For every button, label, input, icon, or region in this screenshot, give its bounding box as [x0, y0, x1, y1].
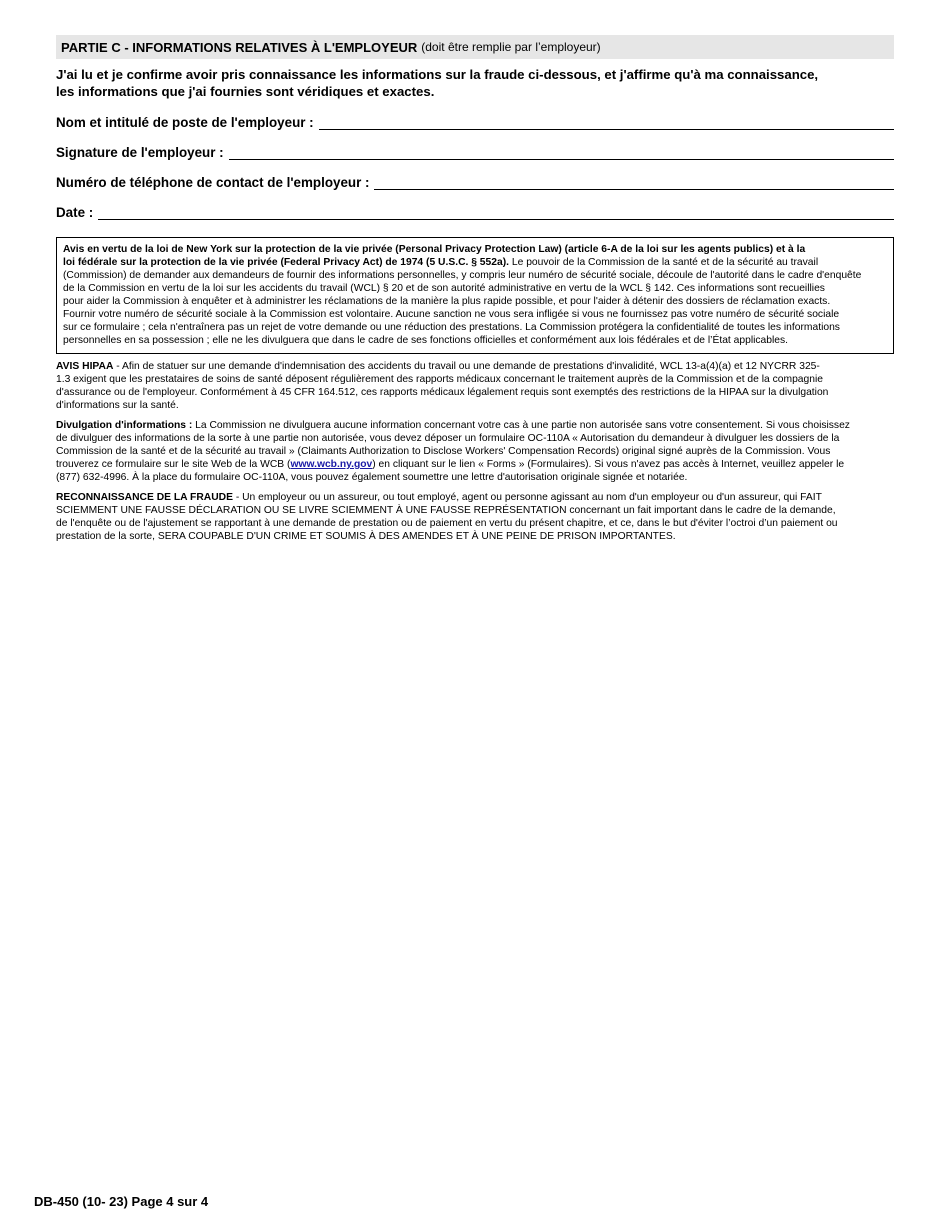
date-line[interactable]	[98, 205, 894, 220]
employer-name-title-line[interactable]	[319, 115, 894, 130]
employer-phone-field	[56, 172, 894, 190]
privacy-text: sur ce formulaire ; cela n'entraînera pas un rejet de votre demande ou une réduction des prestations. La Commission protégera la confidentialité de toutes les informations	[63, 322, 840, 333]
section-subtitle: (doit être remplie par l’employeur)	[421, 40, 601, 54]
fraud-label: RECONNAISSANCE DE LA FRAUDE	[56, 492, 233, 503]
privacy-heading: loi fédérale sur la protection de la vie privée (Federal Privacy Act) de 1974 (5 U.S.C. § 552a).	[63, 257, 510, 268]
disclosure-text: Commission de la santé et de la sécurité au travail » (Claimants Authorization to Disclose Workers' Compensation Records) original signé auprès de la Commission. Vous	[56, 446, 831, 457]
form-footer: DB-450 (10- 23) Page 4 sur 4	[34, 1194, 209, 1209]
declaration-line: J'ai lu et je confirme avoir pris connaissance les informations sur la fraude ci-dessous, et j'affirme qu'à ma connaissance,	[56, 67, 819, 82]
hipaa-text: d'assurance ou de l'employeur. Conformément à 45 CFR 164.512, ces rapports médicaux légalement requis sont exemptés des restrictions de la HIPAA sur la divulgation	[56, 387, 829, 398]
employer-name-title-label: Nom et intitulé de poste de l'employeur :	[56, 115, 314, 130]
privacy-heading: Avis en vertu de la loi de New York sur la protection de la vie privée (Personal Privacy Protection Law) (article 6-A de la loi sur les agents publics) et à la	[63, 244, 806, 255]
employer-signature-field	[56, 142, 894, 160]
fraud-text: - Un employeur ou un assureur, ou tout employé, agent ou personne agissant au nom d'un employeur ou d'un assureur, qui FAIT	[232, 492, 822, 503]
employer-phone-label: Numéro de téléphone de contact de l'employeur :	[56, 175, 370, 190]
employer-signature-line[interactable]	[229, 145, 894, 160]
fraud-text: prestation de la sorte, SERA COUPABLE D'UN CRIME ET SOUMIS À DES AMENDES ET À UNE PEINE DE PRISON IMPORTANTES.	[56, 531, 676, 542]
disclosure-text: (877) 632-4996. À la place du formulaire OC-110A, vous pouvez également soumettre une lettre d'autorisation originale signée et notariée.	[56, 472, 688, 483]
wcb-website-link[interactable]: www.wcb.ny.gov	[290, 459, 373, 470]
fraud-text: de l'enquête ou de l'ajustement se rapportant à une demande de prestation ou de paiement en vertu du présent chapitre, et ce, dans le but d'éviter l’octroi d’un paiement ou	[56, 518, 838, 529]
employer-signature-label: Signature de l'employeur :	[56, 145, 224, 160]
hipaa-text: - Afin de statuer sur une demande d'indemnisation des accidents du travail ou une demande de prestations d'invalidité, WCL 13-a(4)(a) et 12 NYCRR 325-	[113, 361, 820, 372]
privacy-text: Le pouvoir de la Commission de la santé et de la sécurité au travail	[511, 257, 819, 268]
privacy-text: (Commission) de demander aux demandeurs de fournir des informations personnelles, y compris leur numéro de sécurité sociale, découle de l'autorité dans le cadre d'enquête	[63, 270, 862, 281]
hipaa-label: AVIS HIPAA	[56, 361, 114, 372]
date-field	[56, 202, 894, 220]
fraud-text: SCIEMMENT UNE FAUSSE DÉCLARATION OU SE LIVRE SCIEMMENT À UNE FAUSSE REPRÉSENTATION concernant un fait important dans le cadre de la demande,	[56, 505, 836, 516]
section-header	[56, 35, 894, 59]
fraud-notice	[56, 491, 894, 543]
disclosure-text: trouverez ce formulaire sur le site Web de la WCB (	[56, 459, 291, 470]
hipaa-text: 1.3 exigent que les prestataires de soins de santé déposent régulièrement des rapports médicaux concernant le traitement auprès de la Commission et de la compagnie	[56, 374, 823, 385]
form-page	[56, 35, 894, 543]
declaration-line: les informations que j'ai fournies sont véridiques et exactes.	[56, 84, 435, 99]
disclosure-label: Divulgation d'informations :	[56, 420, 193, 431]
employer-phone-line[interactable]	[374, 175, 894, 190]
privacy-text: de la Commission en vertu de la loi sur les accidents du travail (WCL) § 20 et de son autorité administrative en vertu de la WCL § 142. Ces informations sont recueillies	[63, 283, 825, 294]
employer-declaration	[56, 66, 894, 100]
hipaa-text: d'informations sur la santé.	[56, 400, 179, 411]
privacy-text: Fournir votre numéro de sécurité sociale à la Commission est volontaire. Aucune sanction ne vous sera infligée si vous ne fournissez pas votre numéro de sécurité sociale	[63, 309, 840, 320]
section-title: PARTIE C - INFORMATIONS RELATIVES À L'EMPLOYEUR	[61, 39, 418, 55]
privacy-text: pour aider la Commission à enquêter et à administrer les réclamations de la manière la plus rapide possible, et pour l'aider à détenir des dossiers de réclamation exacts.	[63, 296, 831, 307]
privacy-text: personnelles en sa possession ; elle ne les divulguera que dans le cadre de ses fonctions officielles et conformément aux lois fédérales et de l’État applicables.	[63, 335, 789, 346]
disclosure-text: La Commission ne divulguera aucune information concernant votre cas à une partie non autorisée sans votre consentement. Si vous choisissez	[192, 420, 850, 431]
privacy-notice-box	[56, 237, 894, 354]
disclosure-text: ) en cliquant sur le lien « Forms » (Formulaires). Si vous n'avez pas accès à Internet, veuillez appeler le	[372, 459, 845, 470]
disclosure-text: de divulguer des informations de la sorte à une partie non autorisée, vous devez déposer un formulaire OC-110A « Autorisation du demandeur à divulguer les dossiers de la	[56, 433, 840, 444]
employer-name-title-field	[56, 112, 894, 130]
hipaa-notice	[56, 360, 894, 412]
date-label: Date :	[56, 205, 94, 220]
disclosure-notice	[56, 419, 894, 484]
